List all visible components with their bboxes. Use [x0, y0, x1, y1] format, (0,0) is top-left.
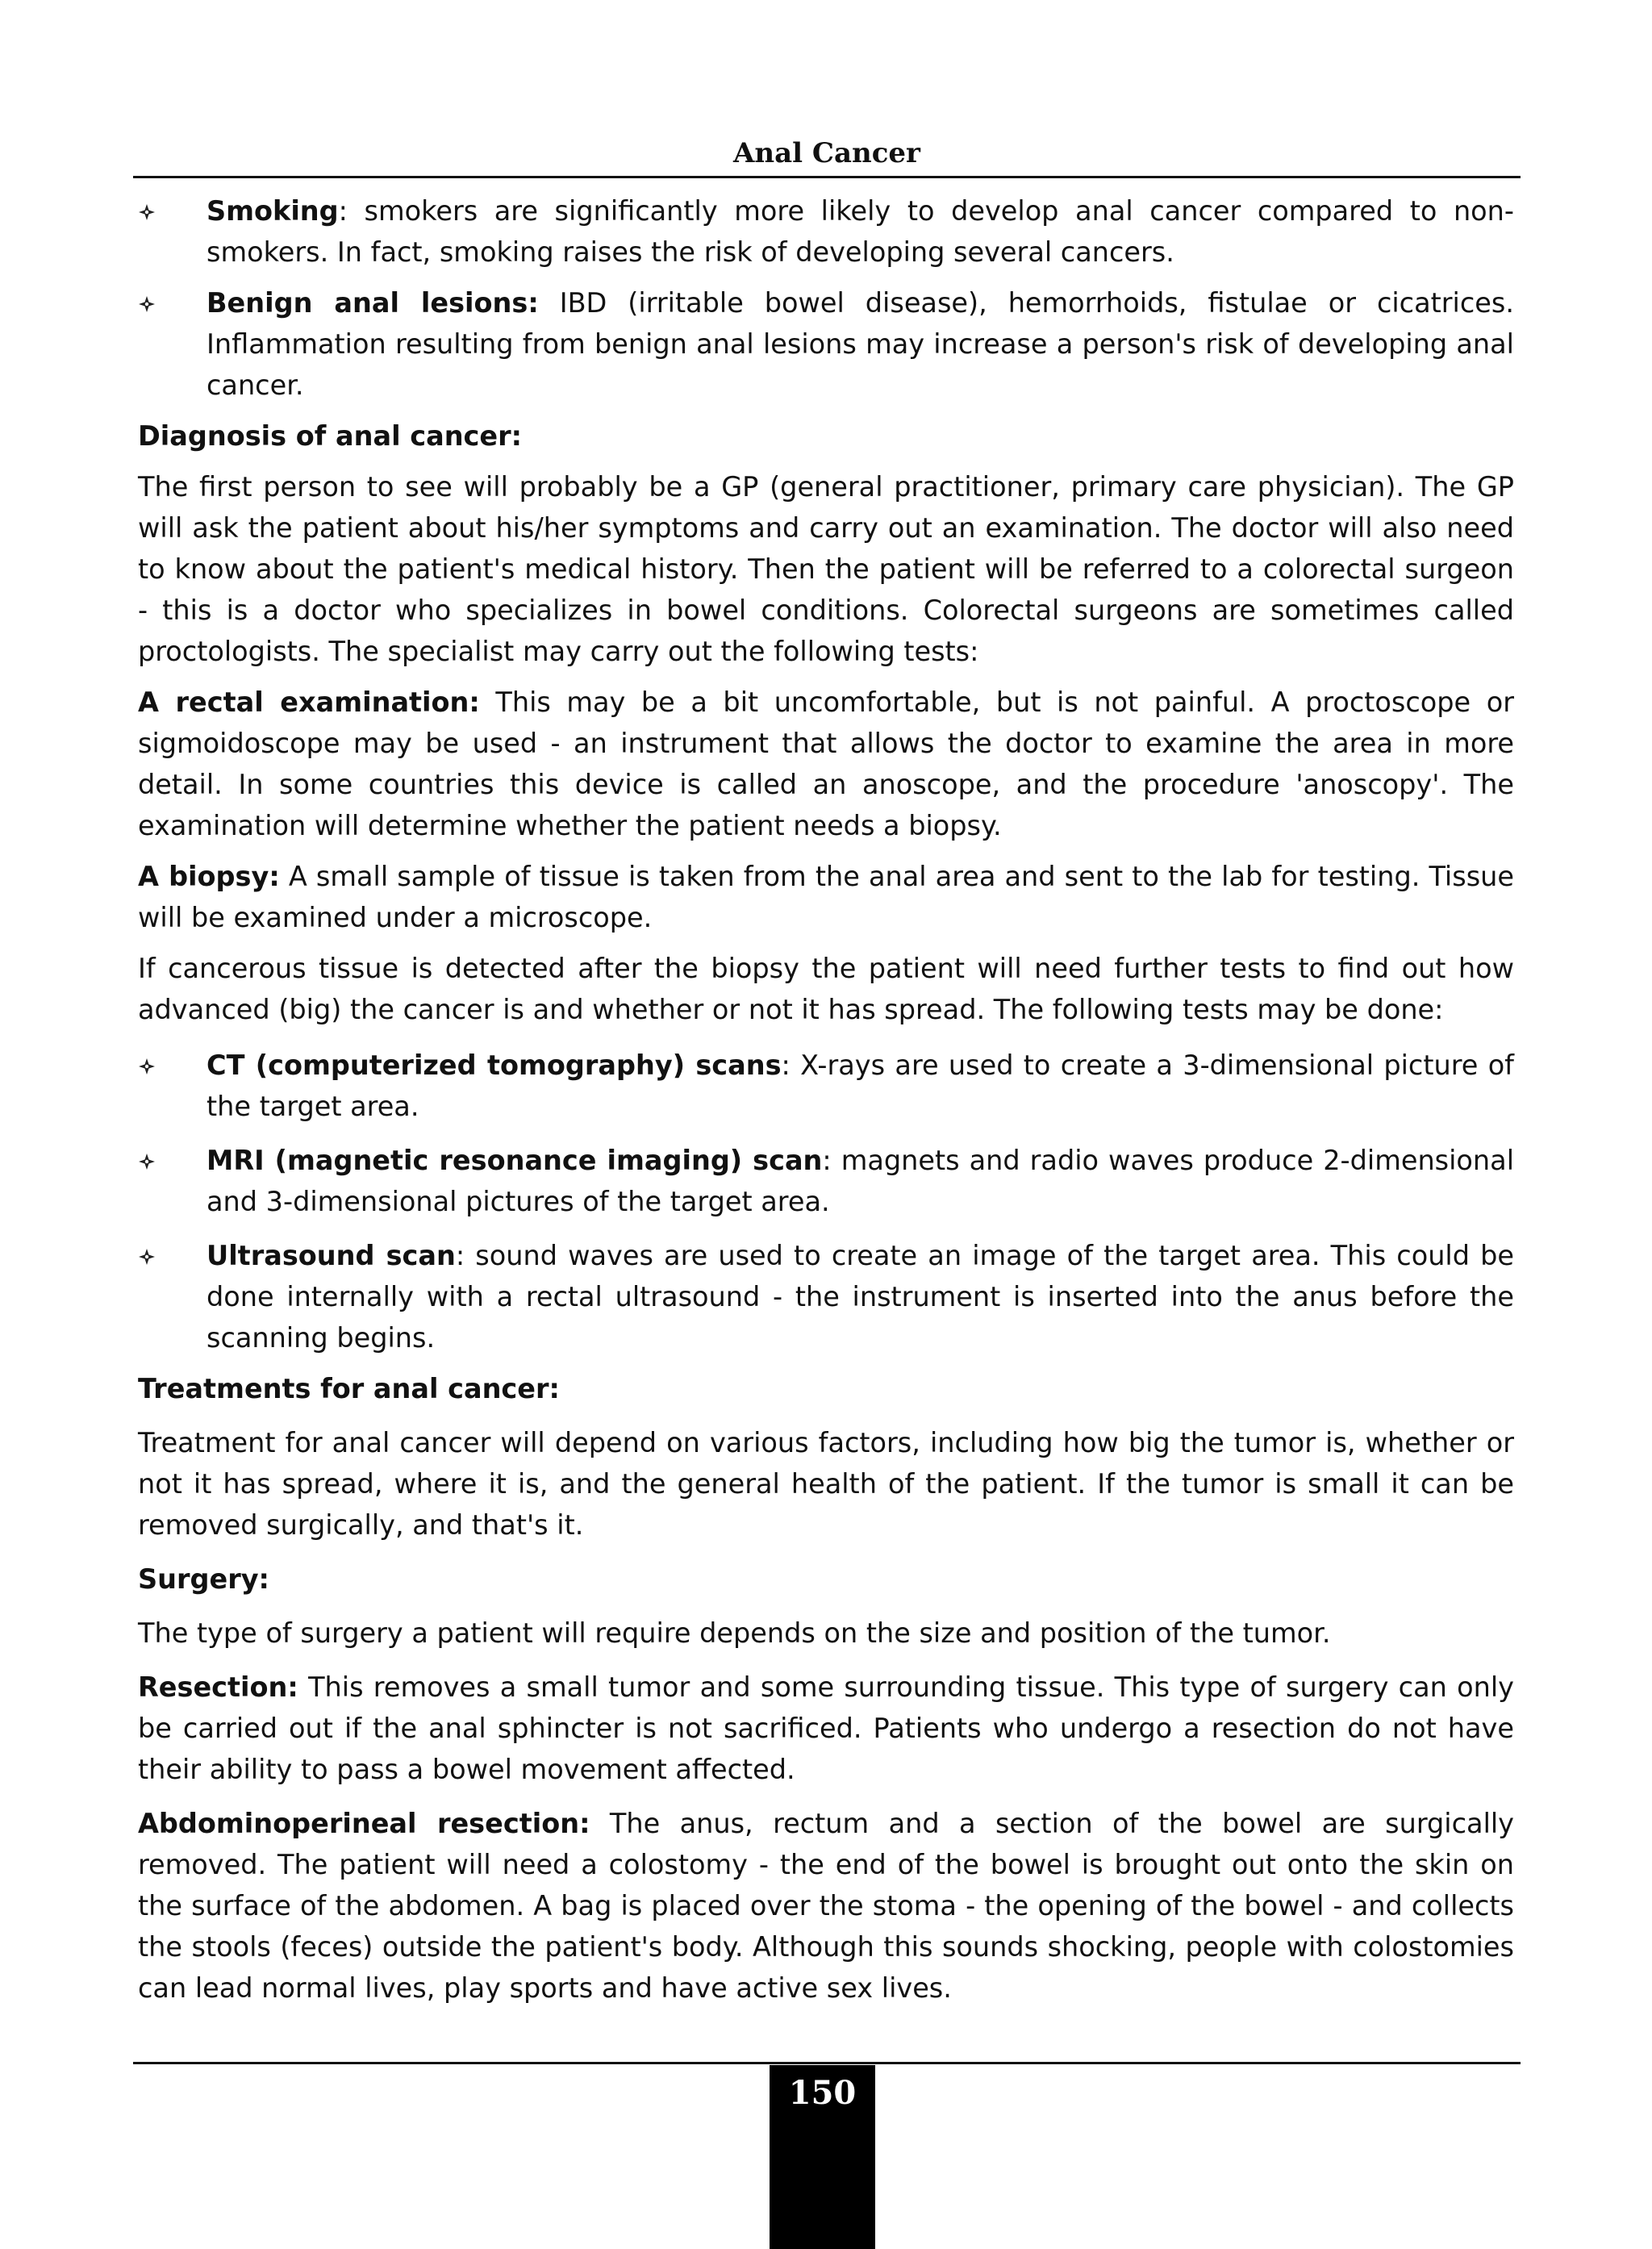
term-biopsy: A biopsy: [138, 861, 280, 892]
term-resection: Resection: [138, 1671, 298, 1703]
bullet-text: : magnets and radio waves produce 2-dimensional and 3-dimensional pictures of the target area. [206, 1145, 1514, 1217]
paragraph-further-tests: If cancerous tissue is detected after the biopsy the patient will need further tests to find out how advanced (big) the cancer is and whether or not it has spread. The following tests may be done: [138, 953, 1514, 1025]
bullet-term: Smoking [206, 195, 339, 227]
bullet-separator: : [338, 195, 348, 227]
diamond-bullet-icon [138, 282, 159, 323]
paragraph-text: A small sample of tissue is taken from the anal area and sent to the lab for testing. Tissue will be examined under a microscope. [138, 861, 1514, 933]
diamond-bullet-icon [138, 1140, 159, 1181]
paragraph-resection [138, 1667, 1514, 1790]
paragraph-rectal-examination [138, 682, 1514, 846]
section-heading-diagnosis: Diagnosis of anal cancer: [138, 420, 523, 452]
list-item-smoking [138, 190, 1514, 273]
bullet-term: Ultrasound scan [206, 1240, 456, 1271]
diamond-bullet-icon [138, 1045, 159, 1086]
term-abdominoperineal-resection: Abdominoperineal resection: [138, 1808, 590, 1839]
diamond-bullet-icon [138, 190, 159, 232]
bullet-text: IBD (irritable bowel disease), hemorrhoids, fistulae or cicatrices. Inflammation resulting from benign anal lesions may increase a person's risk of developing anal cancer. [206, 287, 1514, 401]
list-item-ct-scan [138, 1045, 1514, 1127]
paragraph-diagnosis-intro: The first person to see will probably be a GP (general practitioner, primary care physician). The GP will ask the patient about his/her symptoms and carry out an examination. The doctor will also need to know about the patient's medical history. Then the patient will be referred to a colorectal surgeon - this is a doctor who specializes in bowel conditions. Colorectal surgeons are sometimes called proctologists. The specialist may carry out the following tests: [138, 471, 1514, 667]
bullet-term: CT (computerized tomography) scans [206, 1049, 782, 1081]
footer-rule [133, 2062, 1521, 2064]
paragraph-abdominoperineal-resection [138, 1803, 1514, 2009]
paragraph-text: This removes a small tumor and some surrounding tissue. This type of surgery can only be carried out if the anal sphincter is not sacrificed. Patients who undergo a resection do not have their ability to pass a bowel movement affected. [138, 1671, 1514, 1785]
diamond-bullet-icon [138, 1235, 159, 1276]
list-item-benign-lesions [138, 282, 1514, 406]
bullet-term: MRI (magnetic resonance imaging) scan [206, 1145, 823, 1176]
paragraph-text: The anus, rectum and a section of the bowel are surgically removed. The patient will need a colostomy - the end of the bowel is brought out onto the skin on the surface of the abdomen. A bag is placed over the stoma - the opening of the bowel - and collects the stools (feces) outside the patient's body. Although this sounds shocking, people with colostomies can lead normal lives, play sports and have active sex lives. [138, 1808, 1515, 2004]
header-rule [133, 176, 1521, 178]
bullet-text: : sound waves are used to create an image of the target area. This could be done internally with a rectal ultrasound - the instrument is inserted into the anus before the scanning begins. [206, 1240, 1515, 1354]
paragraph-text: This may be a bit uncomfortable, but is not painful. A proctoscope or sigmoidoscope may be used - an instrument that allows the doctor to examine the area in more detail. In some countries this device is called an anoscope, and the procedure 'anoscopy'. The examination will determine whether the patient needs a biopsy. [138, 686, 1514, 841]
page-body [138, 190, 1514, 2018]
section-heading-treatments: Treatments for anal cancer: [138, 1373, 560, 1404]
paragraph-biopsy [138, 856, 1514, 938]
paragraph-surgery: The type of surgery a patient will require depends on the size and position of the tumor. [138, 1617, 1331, 1649]
list-item-mri-scan [138, 1140, 1514, 1222]
running-header: Anal Cancer [733, 137, 920, 169]
term-rectal-examination: A rectal examination: [138, 686, 480, 718]
section-heading-surgery: Surgery: [138, 1563, 269, 1595]
bullet-text: : X-rays are used to create a 3-dimensional picture of the target area. [206, 1049, 1514, 1122]
page-number: 150 [770, 2065, 875, 2249]
list-item-ultrasound-scan [138, 1235, 1514, 1358]
bullet-term: Benign anal lesions: [206, 287, 539, 319]
bullet-text: smokers are significantly more likely to develop anal cancer compared to non-smokers. In fact, smoking raises the risk of developing several cancers. [206, 195, 1514, 268]
paragraph-treatments-intro: Treatment for anal cancer will depend on various factors, including how big the tumor is, whether or not it has spread, where it is, and the general health of the patient. If the tumor is small it can be removed surgically, and that's it. [138, 1427, 1514, 1541]
